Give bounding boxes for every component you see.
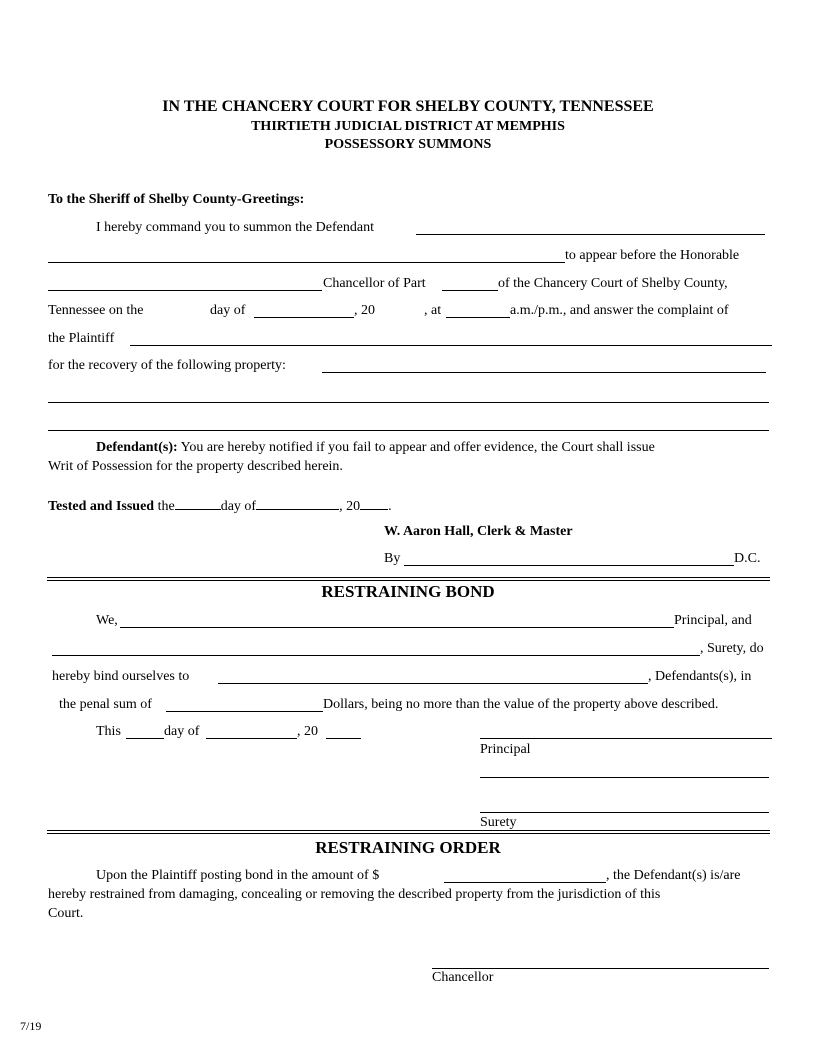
bond-month-line[interactable] (206, 738, 297, 739)
appear-text: to appear before the Honorable (565, 248, 740, 263)
district-title: THIRTIETH JUDICIAL DISTRICT AT MEMPHIS (251, 119, 565, 134)
surety-do-text: , Surety, do (700, 641, 764, 656)
principal-signature-line[interactable] (480, 738, 772, 739)
tested-issued (48, 496, 392, 515)
plaintiff-name-line[interactable] (130, 345, 772, 346)
defendants-in-text: , Defendants(s), in (648, 669, 752, 684)
bond-this-text: This (96, 724, 121, 739)
by-text: By (384, 551, 401, 566)
order-text-3: Court. (48, 906, 84, 921)
notice-text-2: Writ of Possession for the property described herein. (48, 459, 343, 474)
defendants-name-line[interactable] (218, 683, 648, 684)
part-number-line[interactable] (442, 290, 498, 291)
form-title: POSSESSORY SUMMONS (324, 137, 492, 152)
chancellor-signature-line[interactable] (432, 968, 769, 969)
clerk-name: W. Aaron Hall, Clerk & Master (384, 524, 573, 539)
property-line-3[interactable] (48, 430, 769, 431)
section-divider-1 (47, 577, 770, 581)
principal-label: Principal (480, 742, 531, 757)
tested-day-line[interactable] (175, 496, 221, 510)
defendants-notice (96, 440, 655, 456)
penal-sum-line[interactable] (166, 711, 323, 712)
the-text: the (154, 499, 175, 514)
surety-label: Surety (480, 815, 517, 830)
bond-year-text: , 20 (297, 724, 318, 739)
bond-amount-line[interactable] (444, 882, 606, 883)
we-text: We, (96, 613, 118, 628)
revision-date: 7/19 (20, 1019, 42, 1033)
tested-year-line[interactable] (360, 496, 388, 510)
tested-day-of-text: day of (220, 499, 257, 514)
chancellor-label: Chancellor (432, 970, 494, 985)
at-text: , at (424, 303, 442, 318)
tested-month-line[interactable] (256, 496, 339, 510)
command-text: I hereby command you to summon the Defendant (96, 220, 374, 235)
recovery-text: for the recovery of the following property: (48, 358, 286, 373)
notice-text: You are hereby notified if you fail to appear and offer evidence, the Court shall issue (177, 440, 655, 455)
penal-sum-text: the penal sum of (59, 697, 152, 712)
bond-year-line[interactable] (326, 738, 361, 739)
bind-text: hereby bind ourselves to (52, 669, 190, 684)
ampm-text: a.m./p.m., and answer the complaint of (510, 303, 729, 318)
principal-and-text: Principal, and (674, 613, 752, 628)
property-line-2[interactable] (48, 402, 769, 403)
month-line[interactable] (254, 317, 354, 318)
surety-name-line[interactable] (52, 655, 700, 656)
order-text-1a: Upon the Plaintiff posting bond in the amount of $ (96, 868, 380, 883)
dollars-text: Dollars, being no more than the value of the property above described. (323, 697, 719, 712)
order-text-1b: , the Defendant(s) is/are (606, 868, 741, 883)
surety-signature-line[interactable] (480, 812, 769, 813)
defendant-name-line[interactable] (416, 234, 765, 235)
principal-name-line[interactable] (120, 627, 674, 628)
greeting: To the Sheriff of Shelby County-Greetings: (48, 192, 305, 207)
plaintiff-text: the Plaintiff (48, 331, 115, 346)
year-text: , 20 (354, 303, 375, 318)
bond-day-of-text: day of (164, 724, 200, 739)
bond-title: RESTRAINING BOND (321, 582, 495, 601)
tested-label: Tested and Issued (48, 499, 155, 514)
deputy-clerk-line[interactable] (404, 565, 734, 566)
defendant-name-line-2[interactable] (48, 262, 565, 263)
day-of-text: day of (210, 303, 246, 318)
section-divider-2 (47, 830, 770, 834)
order-title: RESTRAINING ORDER (315, 838, 501, 857)
time-line[interactable] (446, 317, 510, 318)
court-text: of the Chancery Court of Shelby County, (498, 276, 728, 291)
dc-text: D.C. (734, 551, 761, 566)
bond-day-line[interactable] (126, 738, 164, 739)
principal-signature-line-2[interactable] (480, 777, 769, 778)
defendants-label: Defendant(s): (96, 440, 178, 455)
period: . (388, 499, 392, 514)
chancellor-of-part-text: Chancellor of Part (323, 276, 426, 291)
chancellor-name-line[interactable] (48, 290, 322, 291)
tested-year-text: , 20 (339, 499, 361, 514)
property-line-1[interactable] (322, 372, 766, 373)
tennessee-text: Tennessee on the (48, 303, 144, 318)
court-title: IN THE CHANCERY COURT FOR SHELBY COUNTY, TENNESSEE (162, 98, 654, 115)
order-text-2: hereby restrained from damaging, concealing or removing the described property from the jurisdiction of this (48, 887, 661, 902)
